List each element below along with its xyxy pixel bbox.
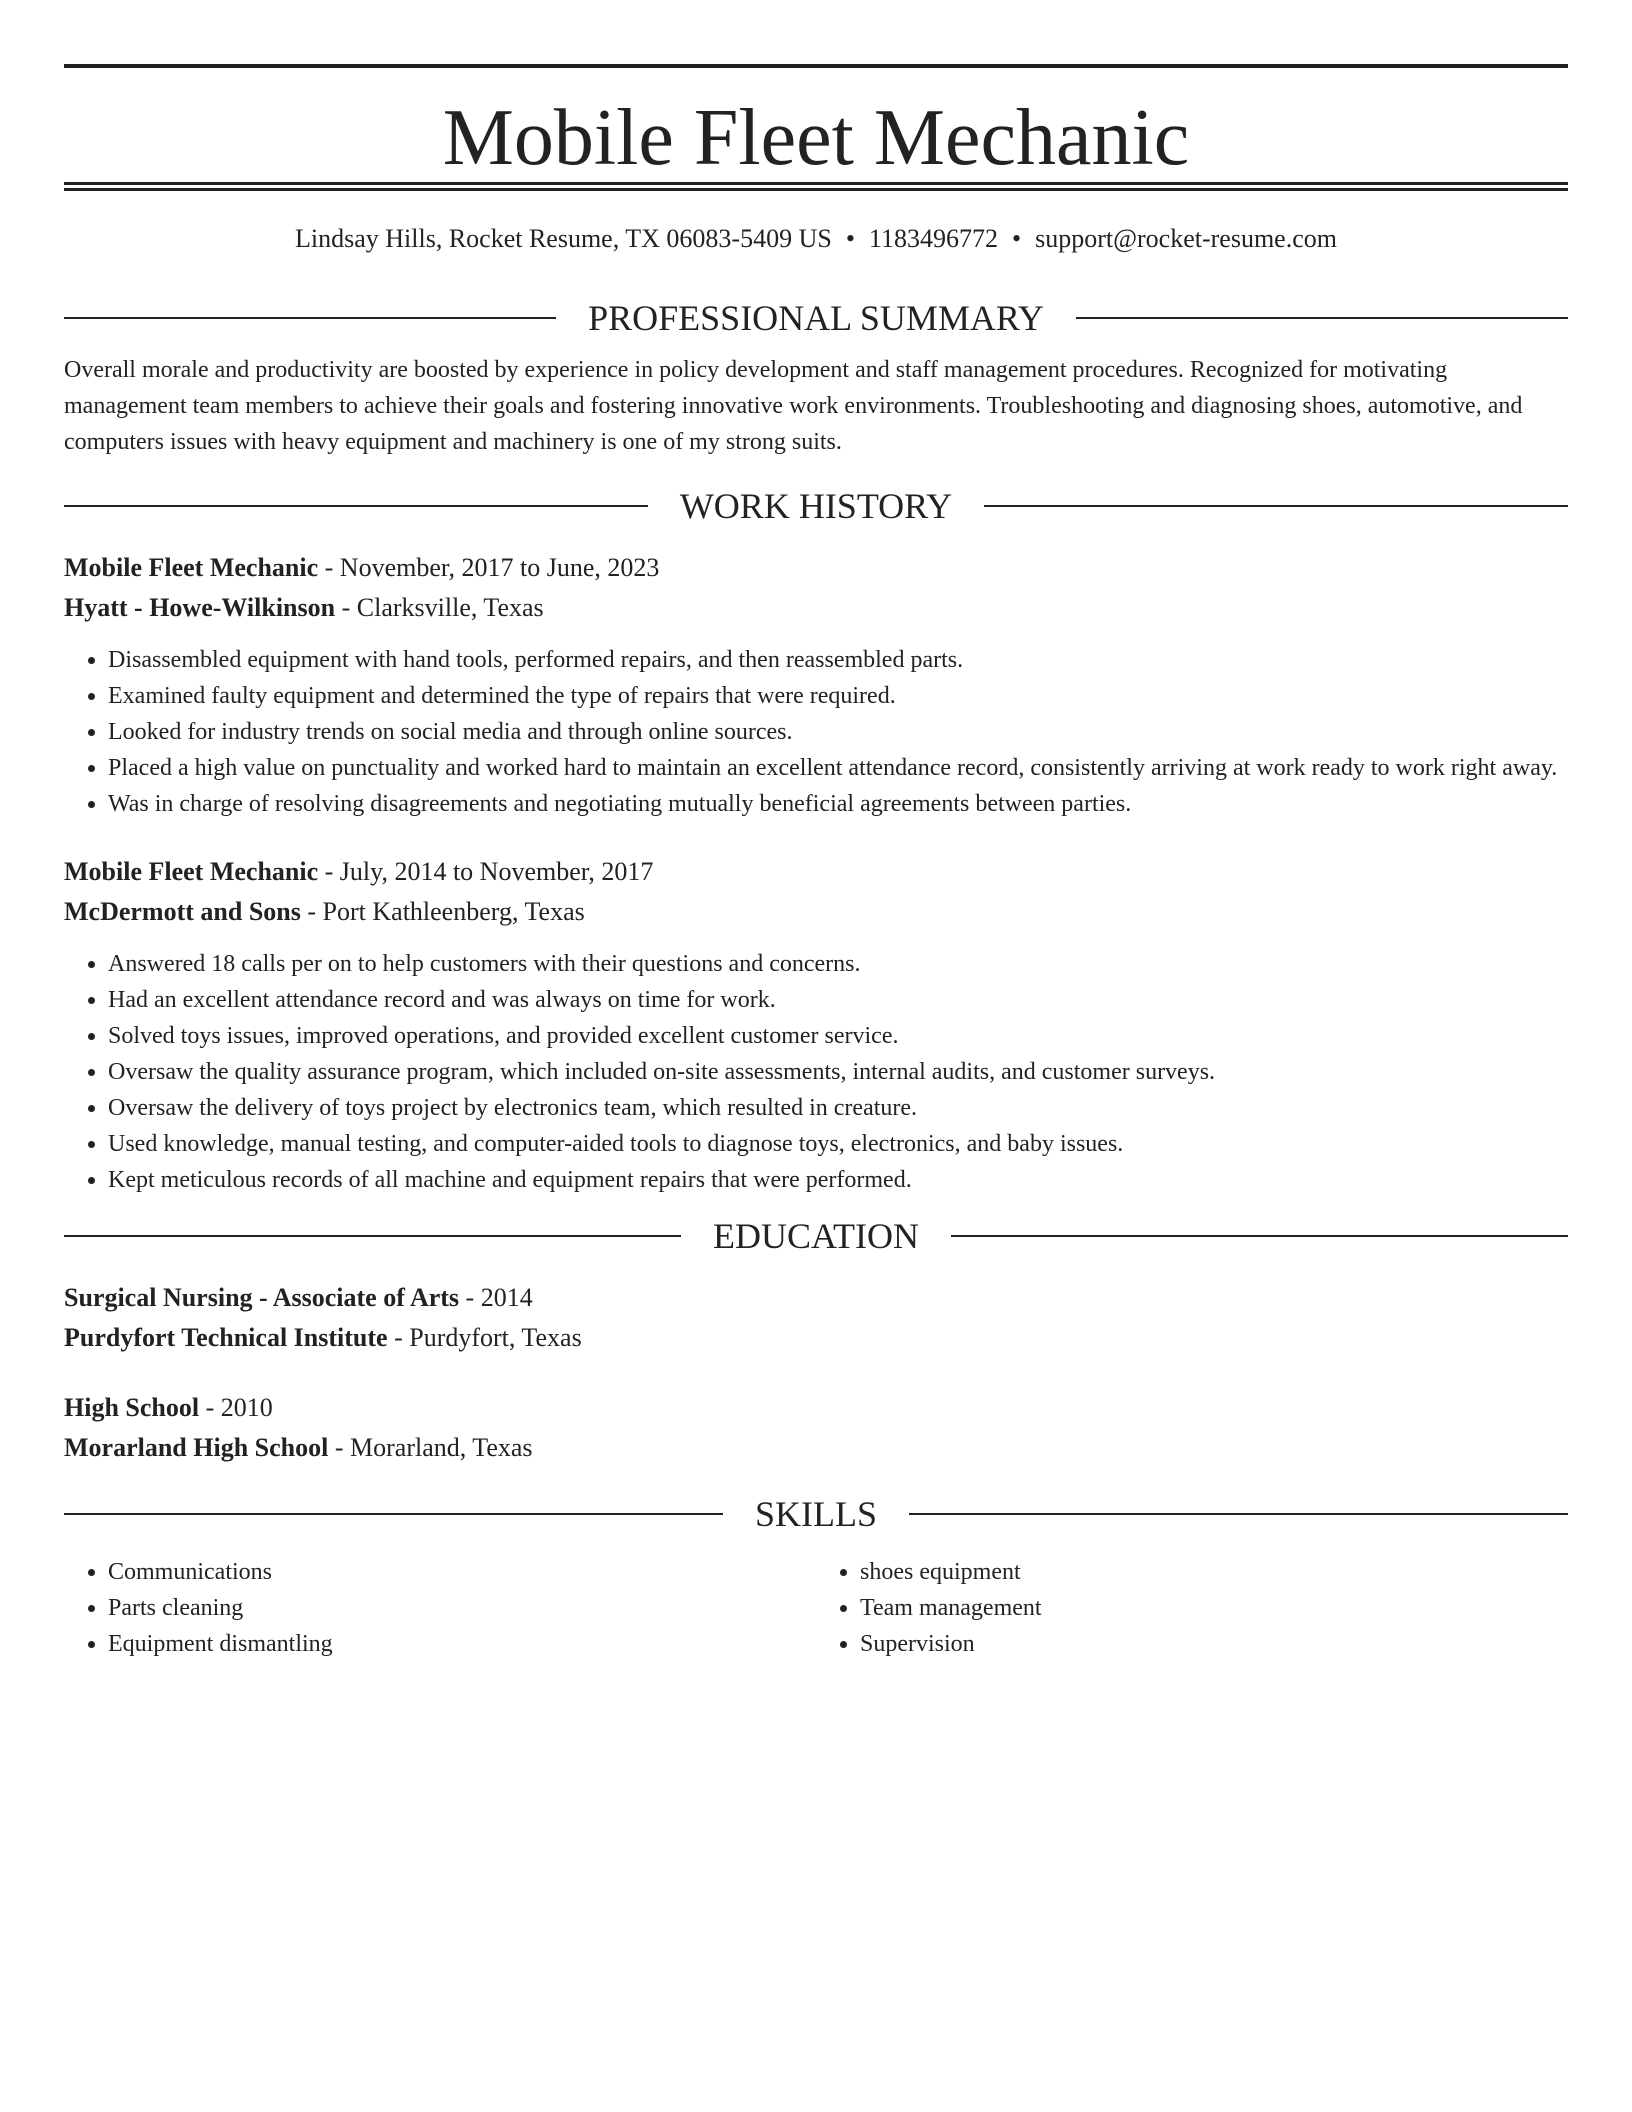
contact-separator: • [845, 224, 855, 253]
job-title-line [64, 852, 1568, 892]
list-item: • Examined faulty equipment and determined the type of repairs that were required. [108, 678, 1568, 714]
contact-line [64, 224, 1568, 254]
job-company-line [64, 892, 1568, 932]
list-item: • Solved toys issues, improved operations, and provided excellent customer service. [108, 1018, 1568, 1054]
education-location: - Purdyfort, Texas [387, 1323, 582, 1352]
education-entry [64, 1278, 1568, 1358]
heading-rule [64, 505, 648, 507]
skill-item: • Parts cleaning [108, 1590, 816, 1626]
section-heading-education [64, 1216, 1568, 1256]
education-degree-line [64, 1388, 1568, 1428]
heading-rule [64, 1235, 681, 1237]
contact-separator: • [1011, 224, 1022, 253]
job-dates: - July, 2014 to November, 2017 [318, 857, 654, 886]
job-duties-list [64, 946, 1568, 1198]
heading-rule [909, 1513, 1568, 1515]
job-company: Hyatt - Howe-Wilkinson [64, 593, 336, 622]
skill-item: • Supervision [860, 1626, 1568, 1662]
list-item: • Was in charge of resolving disagreements and negotiating mutually beneficial agreements between parties. [108, 786, 1568, 822]
skill-item: • Team management [860, 1590, 1568, 1626]
list-item: • Kept meticulous records of all machine and equipment repairs that were performed. [108, 1162, 1568, 1198]
job-title: Mobile Fleet Mechanic [64, 553, 319, 582]
skill-item: • Communications [108, 1554, 816, 1590]
education-location: - Morarland, Texas [328, 1433, 533, 1462]
summary-text: Overall morale and productivity are boosted by experience in policy development and staff management procedures. Recognized for motivating management team members to achieve their goals and fostering innovative work environments. Troubleshooting and diagnosing shoes, automotive, and computers issues with heavy equipment and machinery is one of my strong suits. [64, 357, 1523, 455]
job-entry [64, 548, 1568, 822]
section-title: EDUCATION [713, 1216, 919, 1256]
heading-rule [1076, 317, 1568, 319]
section-title: PROFESSIONAL SUMMARY [588, 298, 1044, 338]
education-school: Purdyfort Technical Institute [64, 1323, 388, 1352]
education-school-line [64, 1318, 1568, 1358]
skill-item: • Equipment dismantling [108, 1626, 816, 1662]
job-duties-list [64, 642, 1568, 822]
list-item: • Placed a high value on punctuality and worked hard to maintain an excellent attendance record, consistently arriving at work ready to work right away. [108, 750, 1568, 786]
skills-list-left [64, 1554, 816, 1662]
section-title: SKILLS [755, 1494, 878, 1534]
list-item: • Looked for industry trends on social media and through online sources. [108, 714, 1568, 750]
education-year: - 2010 [199, 1393, 273, 1422]
job-location: - Clarksville, Texas [335, 593, 544, 622]
education-degree: Surgical Nursing - Associate of Arts [64, 1283, 460, 1312]
job-title-line [64, 548, 1568, 588]
job-company: McDermott and Sons [64, 897, 301, 926]
header-double-rule [64, 182, 1568, 191]
list-item: • Answered 18 calls per on to help customers with their questions and concerns. [108, 946, 1568, 982]
job-title: Mobile Fleet Mechanic [64, 857, 319, 886]
contact-phone: 1183496772 [868, 224, 998, 253]
list-item: • Had an excellent attendance record and was always on time for work. [108, 982, 1568, 1018]
education-year: - 2014 [459, 1283, 533, 1312]
education-degree-line [64, 1278, 1568, 1318]
skills-list-right [816, 1554, 1568, 1662]
list-item: • Oversaw the delivery of toys project by electronics team, which resulted in creature. [108, 1090, 1568, 1126]
resume-page [64, 64, 1568, 1662]
list-item: • Disassembled equipment with hand tools, performed repairs, and then reassembled parts. [108, 642, 1568, 678]
heading-rule [64, 317, 556, 319]
job-company-line [64, 588, 1568, 628]
contact-address: Lindsay Hills, Rocket Resume, TX 06083-5409 US [294, 224, 832, 253]
heading-rule [951, 1235, 1568, 1237]
heading-rule [984, 505, 1568, 507]
heading-rule [64, 1513, 723, 1515]
resume-title: Mobile Fleet Mechanic [442, 94, 1190, 182]
contact-email: support@rocket-resume.com [1035, 224, 1337, 253]
skill-item: • shoes equipment [860, 1554, 1568, 1590]
section-heading-work-history [64, 486, 1568, 526]
job-entry [64, 852, 1568, 1198]
skills-columns [64, 1554, 1568, 1662]
section-title: WORK HISTORY [679, 486, 953, 526]
list-item: • Oversaw the quality assurance program, which included on-site assessments, internal audits, and customer surveys. [108, 1054, 1568, 1090]
section-heading-summary [64, 298, 1568, 338]
job-location: - Port Kathleenberg, Texas [300, 897, 585, 926]
education-school: Morarland High School [64, 1433, 329, 1462]
section-heading-skills [64, 1494, 1568, 1534]
job-dates: - November, 2017 to June, 2023 [318, 553, 660, 582]
list-item: • Used knowledge, manual testing, and computer-aided tools to diagnose toys, electronics, and baby issues. [108, 1126, 1568, 1162]
education-degree: High School [64, 1393, 200, 1422]
education-entry [64, 1388, 1568, 1468]
education-school-line [64, 1428, 1568, 1468]
